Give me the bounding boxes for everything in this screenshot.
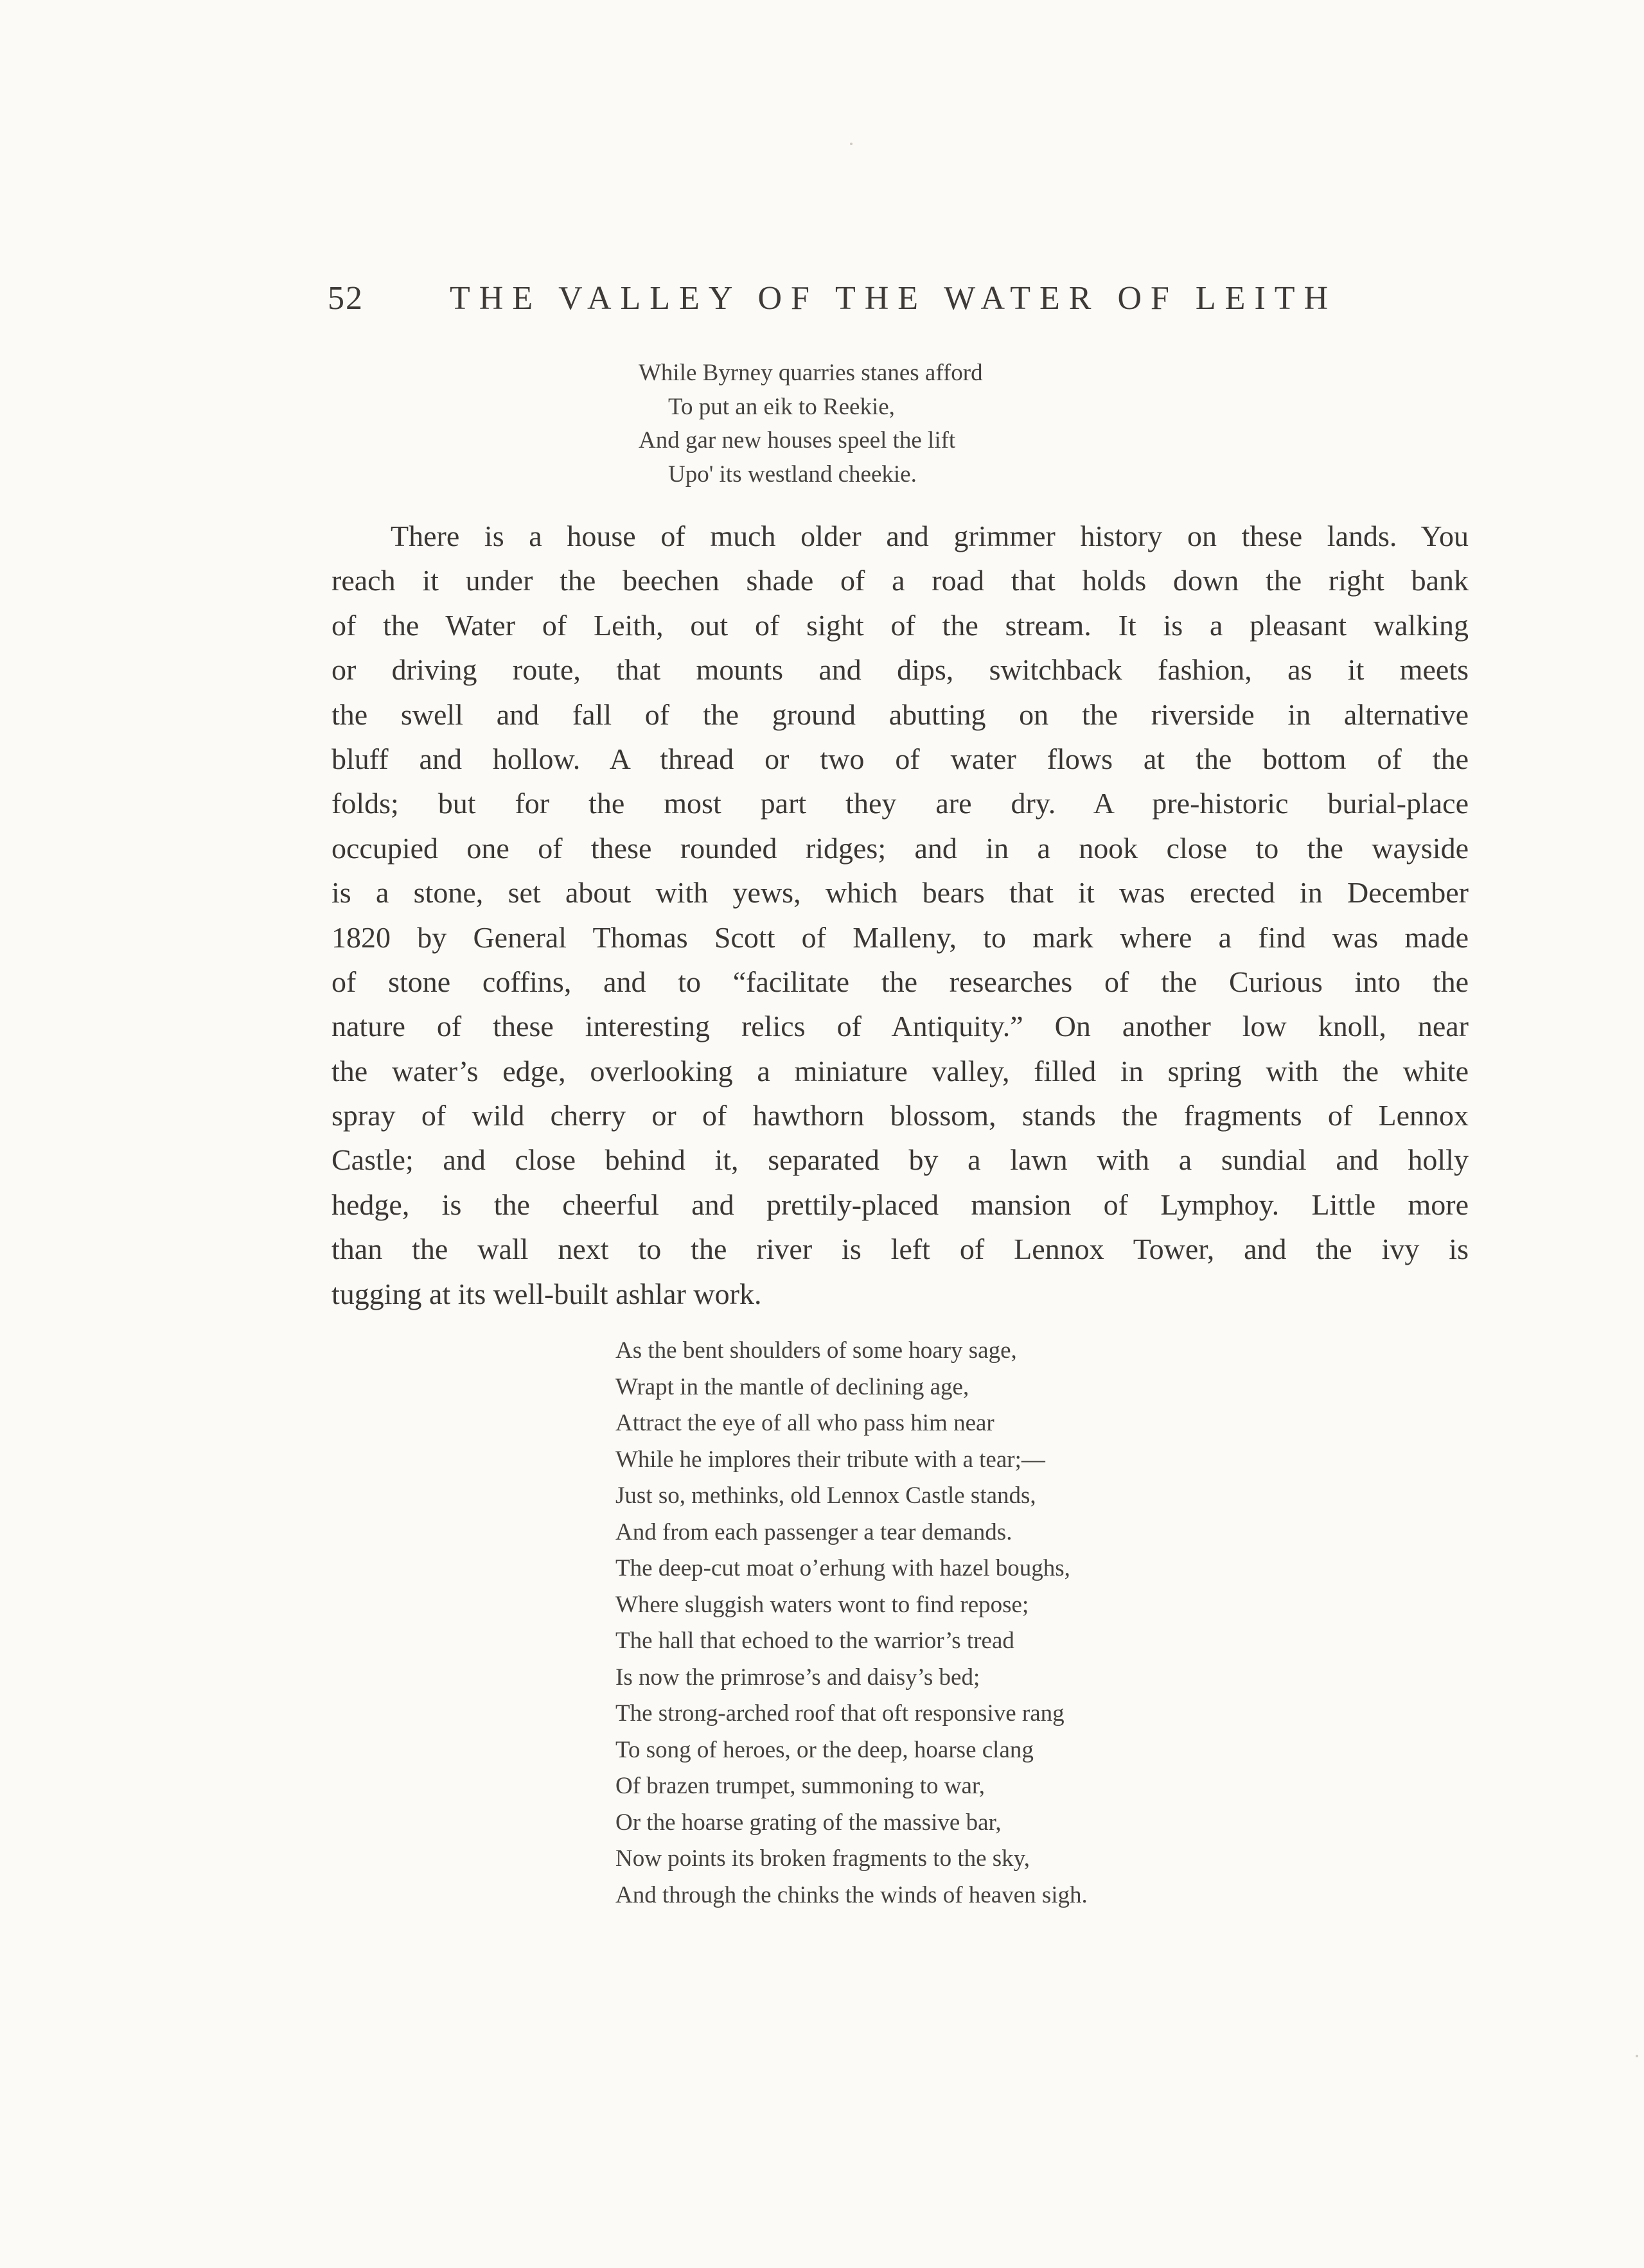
verse-line: As the bent shoulders of some hoary sage, [615, 1337, 1017, 1364]
verse-line: To song of heroes, or the deep, hoarse clang [615, 1736, 1034, 1763]
verse-line: While he implores their tribute with a tear;— [615, 1446, 1045, 1473]
paragraph-line: There is a house of much older and grimmer history on these lands. You [391, 520, 1469, 552]
paragraph-line: or driving route, that mounts and dips, switchback fashion, as it meets [331, 653, 1469, 687]
paper-speck [850, 143, 853, 145]
paragraph-line: the swell and fall of the ground abutting on the riverside in alternative [331, 698, 1469, 731]
verse-line: The strong-arched roof that oft responsive rang [615, 1700, 1065, 1727]
verse-line: And from each passenger a tear demands. [615, 1518, 1012, 1545]
paper-speck [1636, 2055, 1638, 2057]
verse-line: Attract the eye of all who pass him near [615, 1410, 994, 1436]
verse-line: Just so, methinks, old Lennox Castle stands, [615, 1482, 1036, 1509]
verse-line: Wrapt in the mantle of declining age, [615, 1373, 969, 1400]
paragraph-line: bluff and hollow. A thread or two of water flows at the bottom of the [331, 742, 1469, 775]
paragraph-line: of the Water of Leith, out of sight of the stream. It is a pleasant walking [331, 608, 1469, 642]
paragraph-line: folds; but for the most part they are dry. A pre-historic burial-place [331, 787, 1469, 820]
verse-line: To put an eik to Reekie, [668, 393, 895, 420]
verse-line: Now points its broken fragments to the sky, [615, 1845, 1030, 1872]
verse-quotation-byrney [639, 356, 1127, 491]
verse-line: And through the chinks the winds of heaven sigh. [615, 1881, 1088, 1908]
running-title: THE VALLEY OF THE WATER OF LEITH [450, 280, 1338, 317]
paragraph-line: nature of these interesting relics of Antiquity.” On another low knoll, near [331, 1010, 1469, 1043]
verse-line: Is now the primrose’s and daisy’s bed; [615, 1664, 980, 1691]
body-paragraph [331, 514, 1469, 1316]
verse-line: Or the hoarse grating of the massive bar, [615, 1809, 1002, 1836]
verse-line: Where sluggish waters wont to find repose; [615, 1591, 1029, 1618]
page-number: 52 [328, 280, 364, 317]
paragraph-line: is a stone, set about with yews, which bears that it was erected in December [331, 876, 1469, 910]
paragraph-line: of stone coffins, and to “facilitate the researches of the Curious into the [331, 965, 1469, 998]
verse-line: Of brazen trumpet, summoning to war, [615, 1773, 985, 1799]
paragraph-line: reach it under the beechen shade of a road that holds down the right bank [331, 564, 1469, 597]
running-head [328, 276, 1356, 321]
paragraph-line: hedge, is the cheerful and prettily-placed mansion of Lymphoy. Little more [331, 1188, 1469, 1221]
paragraph-line: the water’s edge, overlooking a miniature valley, filled in spring with the white [331, 1054, 1469, 1087]
verse-line: The hall that echoed to the warrior’s tread [615, 1628, 1014, 1654]
verse-quotation-lennox-castle [615, 1333, 1258, 1913]
verse-line: The deep-cut moat o’erhung with hazel boughs, [615, 1555, 1070, 1581]
verse-line: Upo' its westland cheekie. [668, 461, 917, 488]
paragraph-line: tugging at its well-built ashlar work. [331, 1277, 762, 1310]
paragraph-line: occupied one of these rounded ridges; and in a nook close to the wayside [331, 831, 1469, 865]
verse-line: While Byrney quarries stanes afford [639, 360, 983, 386]
paragraph-line: than the wall next to the river is left of Lennox Tower, and the ivy is [331, 1233, 1469, 1266]
paragraph-line: 1820 by General Thomas Scott of Malleny, to mark where a find was made [331, 920, 1469, 954]
verse-line: And gar new houses speel the lift [639, 427, 956, 453]
paragraph-line: spray of wild cherry or of hawthorn blossom, stands the fragments of Lennox [331, 1099, 1469, 1132]
paragraph-line: Castle; and close behind it, separated by a lawn with a sundial and holly [331, 1143, 1469, 1177]
